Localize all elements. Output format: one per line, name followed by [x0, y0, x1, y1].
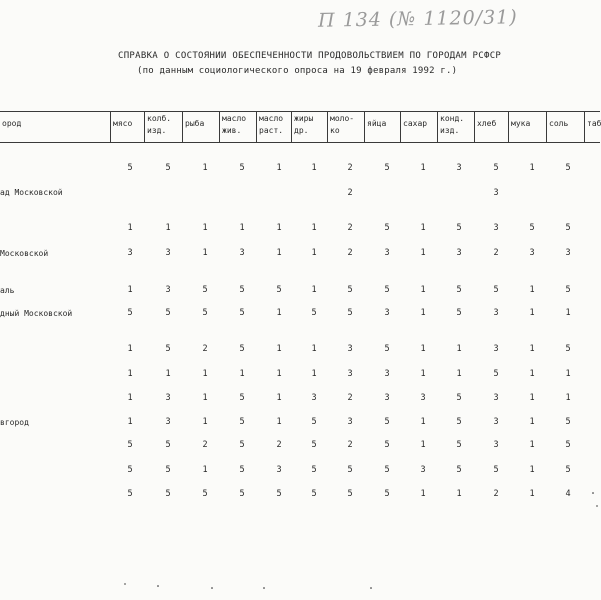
table-cell: 1: [202, 417, 208, 427]
table-cell: 1: [420, 308, 426, 318]
column-divider: [508, 111, 509, 142]
table-cell: 3: [127, 248, 133, 258]
table-cell: 3: [493, 440, 499, 450]
table-cell: 1: [456, 369, 462, 379]
table-cell: 1: [276, 417, 282, 427]
table-cell: 5: [239, 489, 245, 499]
column-header: [587, 118, 601, 130]
table-cell: 5: [127, 489, 133, 499]
column-header-line: др.: [294, 126, 309, 135]
table-cell: 5: [456, 417, 462, 427]
table-cell: 5: [239, 417, 245, 427]
table-cell: 1: [565, 308, 571, 318]
table-cell: 5: [565, 223, 571, 233]
scan-speck: [157, 585, 159, 587]
table-cell: 4: [565, 489, 571, 499]
table-cell: 5: [347, 308, 353, 318]
table-cell: 5: [384, 417, 390, 427]
table-cell: 5: [239, 285, 245, 295]
column-header-line: соль: [549, 119, 569, 128]
table-cell: 5: [239, 465, 245, 475]
column-divider: [219, 111, 220, 142]
table-cell: 3: [165, 393, 171, 403]
table-cell: 5: [565, 465, 571, 475]
table-cell: 5: [565, 163, 571, 173]
table-cell: 5: [127, 308, 133, 318]
table-cell: 5: [202, 308, 208, 318]
column-header-line: хлеб: [477, 119, 497, 128]
table-cell: 2: [276, 440, 282, 450]
table-cell: 1: [202, 393, 208, 403]
table-cell: 3: [384, 248, 390, 258]
column-divider: [291, 111, 292, 142]
table-cell: 5: [127, 465, 133, 475]
table-cell: 5: [384, 223, 390, 233]
table-cell: 1: [276, 369, 282, 379]
table-cell: 1: [420, 489, 426, 499]
table-top-border: [0, 111, 600, 112]
table-cell: 5: [239, 440, 245, 450]
column-header: [294, 113, 313, 137]
table-cell: 3: [420, 393, 426, 403]
column-divider: [327, 111, 328, 142]
table-cell: 1: [239, 223, 245, 233]
column-header: [549, 118, 568, 130]
table-cell: 3: [493, 223, 499, 233]
table-cell: 3: [165, 248, 171, 258]
table-cell: 1: [529, 417, 535, 427]
table-cell: 5: [456, 223, 462, 233]
table-cell: 1: [127, 369, 133, 379]
table-cell: 5: [493, 285, 499, 295]
table-cell: 1: [420, 369, 426, 379]
table-cell: 1: [276, 248, 282, 258]
table-cell: 5: [311, 489, 317, 499]
column-header: [113, 118, 132, 130]
table-cell: 5: [239, 393, 245, 403]
column-divider: [256, 111, 257, 142]
table-cell: 3: [347, 417, 353, 427]
table-cell: 1: [276, 344, 282, 354]
table-cell: 1: [276, 223, 282, 233]
table-cell: 2: [347, 223, 353, 233]
table-cell: 1: [202, 223, 208, 233]
table-cell: 5: [165, 344, 171, 354]
table-cell: 5: [276, 489, 282, 499]
table-cell: 1: [420, 417, 426, 427]
column-header: [511, 118, 530, 130]
table-cell: 1: [165, 223, 171, 233]
table-cell: 3: [420, 465, 426, 475]
table-cell: 1: [127, 417, 133, 427]
column-header-line: изд.: [147, 126, 167, 135]
table-cell: 1: [456, 344, 462, 354]
column-header: [440, 113, 464, 137]
document-title: СПРАВКА О СОСТОЯНИИ ОБЕСПЕЧЕННОСТИ ПРОДОВОЛЬСТВИЕМ ПО ГОРОДАМ РСФСР: [118, 51, 502, 61]
column-header-line: жиры: [294, 114, 314, 123]
table-cell: 5: [239, 308, 245, 318]
table-cell: 1: [420, 285, 426, 295]
column-header-line: масло: [222, 114, 247, 123]
column-header: [367, 118, 386, 130]
table-cell: 5: [456, 308, 462, 318]
table-cell: 1: [565, 369, 571, 379]
table-cell: 1: [529, 440, 535, 450]
column-header-line: таб: [587, 119, 601, 128]
table-cell: 1: [276, 393, 282, 403]
table-cell: 5: [347, 465, 353, 475]
scan-speck: [592, 492, 594, 494]
table-cell: 3: [276, 465, 282, 475]
table-cell: 2: [347, 188, 353, 198]
table-cell: 2: [493, 489, 499, 499]
column-divider: [144, 111, 145, 142]
column-header-line: рыба: [185, 119, 205, 128]
column-divider: [437, 111, 438, 142]
column-header-line: мука: [511, 119, 531, 128]
column-header: [477, 118, 496, 130]
city-name: вгород: [0, 418, 29, 427]
table-cell: 1: [311, 344, 317, 354]
table-cell: 3: [347, 369, 353, 379]
table-cell: 3: [347, 344, 353, 354]
table-cell: 5: [202, 489, 208, 499]
table-cell: 3: [493, 188, 499, 198]
table-cell: 1: [529, 285, 535, 295]
column-header-line: раст.: [259, 126, 284, 135]
table-cell: 5: [565, 440, 571, 450]
table-cell: 1: [529, 465, 535, 475]
table-cell: 5: [311, 465, 317, 475]
table-cell: 5: [384, 344, 390, 354]
table-cell: 5: [565, 417, 571, 427]
table-cell: 1: [529, 344, 535, 354]
table-cell: 1: [420, 344, 426, 354]
table-cell: 5: [565, 285, 571, 295]
table-cell: 3: [493, 308, 499, 318]
table-cell: 5: [276, 285, 282, 295]
table-cell: 1: [202, 163, 208, 173]
column-header-line: моло-: [330, 114, 355, 123]
table-cell: 2: [493, 248, 499, 258]
city-name: Московской: [0, 249, 49, 258]
scan-speck: [211, 587, 213, 589]
table-cell: 3: [493, 417, 499, 427]
document-subtitle: (по данным социологического опроса на 19 февраля 1992 г.): [137, 66, 458, 76]
table-cell: 3: [456, 248, 462, 258]
table-cell: 1: [276, 308, 282, 318]
table-cell: 1: [202, 248, 208, 258]
table-cell: 5: [165, 440, 171, 450]
table-cell: 5: [127, 163, 133, 173]
table-cell: 1: [529, 393, 535, 403]
table-cell: 5: [384, 440, 390, 450]
table-cell: 3: [384, 308, 390, 318]
table-cell: 1: [420, 163, 426, 173]
table-cell: 1: [311, 369, 317, 379]
table-cell: 1: [127, 285, 133, 295]
table-cell: 5: [311, 417, 317, 427]
scan-speck: [263, 587, 265, 589]
column-header-line: яйца: [367, 119, 387, 128]
table-cell: 5: [456, 285, 462, 295]
city-name: дный Московской: [0, 309, 73, 318]
table-cell: 1: [420, 248, 426, 258]
table-cell: 5: [493, 369, 499, 379]
table-cell: 5: [384, 489, 390, 499]
table-cell: 1: [456, 489, 462, 499]
table-cell: 3: [165, 285, 171, 295]
table-cell: 1: [529, 308, 535, 318]
table-cell: 1: [420, 440, 426, 450]
table-cell: 3: [565, 248, 571, 258]
table-cell: 5: [456, 440, 462, 450]
table-cell: 1: [202, 369, 208, 379]
table-cell: 1: [529, 489, 535, 499]
column-divider: [584, 111, 585, 142]
column-header: [147, 113, 171, 137]
table-cell: 5: [165, 308, 171, 318]
table-cell: 1: [420, 223, 426, 233]
table-cell: 5: [165, 163, 171, 173]
table-cell: 2: [202, 440, 208, 450]
column-header: [330, 113, 354, 137]
column-header-line: мясо: [113, 119, 133, 128]
table-cell: 3: [456, 163, 462, 173]
column-header-line: жив.: [222, 126, 242, 135]
column-divider: [400, 111, 401, 142]
table-cell: 1: [565, 393, 571, 403]
column-divider: [546, 111, 547, 142]
column-divider: [182, 111, 183, 142]
table-cell: 3: [493, 344, 499, 354]
table-cell: 3: [384, 369, 390, 379]
table-cell: 5: [384, 465, 390, 475]
handwritten-archive-note: П 134 (№ 1120/31): [317, 6, 518, 32]
table-cell: 5: [165, 489, 171, 499]
table-cell: 3: [239, 248, 245, 258]
table-cell: 5: [456, 393, 462, 403]
table-cell: 1: [165, 369, 171, 379]
table-cell: 2: [347, 440, 353, 450]
table-cell: 2: [347, 248, 353, 258]
column-header-line: изд.: [440, 126, 460, 135]
column-header-line: колб.: [147, 114, 172, 123]
column-header-line: конд.: [440, 114, 465, 123]
column-header-line: ко: [330, 126, 340, 135]
table-cell: 5: [347, 489, 353, 499]
column-divider: [474, 111, 475, 142]
table-cell: 2: [202, 344, 208, 354]
table-cell: 1: [311, 248, 317, 258]
table-cell: 5: [384, 163, 390, 173]
column-header: [403, 118, 427, 130]
column-header: [222, 113, 246, 137]
table-header-bottom-border: [0, 142, 600, 143]
city-name: аль: [0, 286, 15, 295]
scan-speck: [596, 505, 598, 507]
header-city: ород: [2, 119, 22, 128]
table-cell: 1: [202, 465, 208, 475]
table-cell: 5: [493, 465, 499, 475]
table-cell: 3: [165, 417, 171, 427]
table-cell: 5: [311, 308, 317, 318]
table-cell: 5: [347, 285, 353, 295]
column-header-line: масло: [259, 114, 284, 123]
table-cell: 2: [347, 163, 353, 173]
column-divider: [364, 111, 365, 142]
table-cell: 1: [529, 163, 535, 173]
column-header: [259, 113, 283, 137]
column-divider: [110, 111, 111, 142]
table-cell: 1: [276, 163, 282, 173]
table-cell: 5: [456, 465, 462, 475]
table-cell: 5: [311, 440, 317, 450]
column-header-line: сахар: [403, 119, 428, 128]
table-cell: 1: [127, 393, 133, 403]
city-name: ад Московской: [0, 188, 63, 197]
table-cell: 1: [311, 163, 317, 173]
table-cell: 1: [311, 285, 317, 295]
table-cell: 1: [127, 223, 133, 233]
table-cell: 3: [384, 393, 390, 403]
table-cell: 3: [493, 393, 499, 403]
table-cell: 1: [529, 369, 535, 379]
table-cell: 3: [529, 248, 535, 258]
table-cell: 5: [384, 285, 390, 295]
table-cell: 5: [493, 163, 499, 173]
table-cell: 3: [311, 393, 317, 403]
table-cell: 5: [165, 465, 171, 475]
table-cell: 5: [529, 223, 535, 233]
scan-speck: [124, 583, 126, 585]
table-cell: 5: [239, 344, 245, 354]
table-cell: 5: [565, 344, 571, 354]
table-cell: 2: [347, 393, 353, 403]
table-cell: 5: [202, 285, 208, 295]
column-header: [185, 118, 204, 130]
table-cell: 1: [311, 223, 317, 233]
table-cell: 5: [127, 440, 133, 450]
table-cell: 1: [127, 344, 133, 354]
scan-speck: [370, 587, 372, 589]
table-cell: 1: [239, 369, 245, 379]
table-cell: 5: [239, 163, 245, 173]
